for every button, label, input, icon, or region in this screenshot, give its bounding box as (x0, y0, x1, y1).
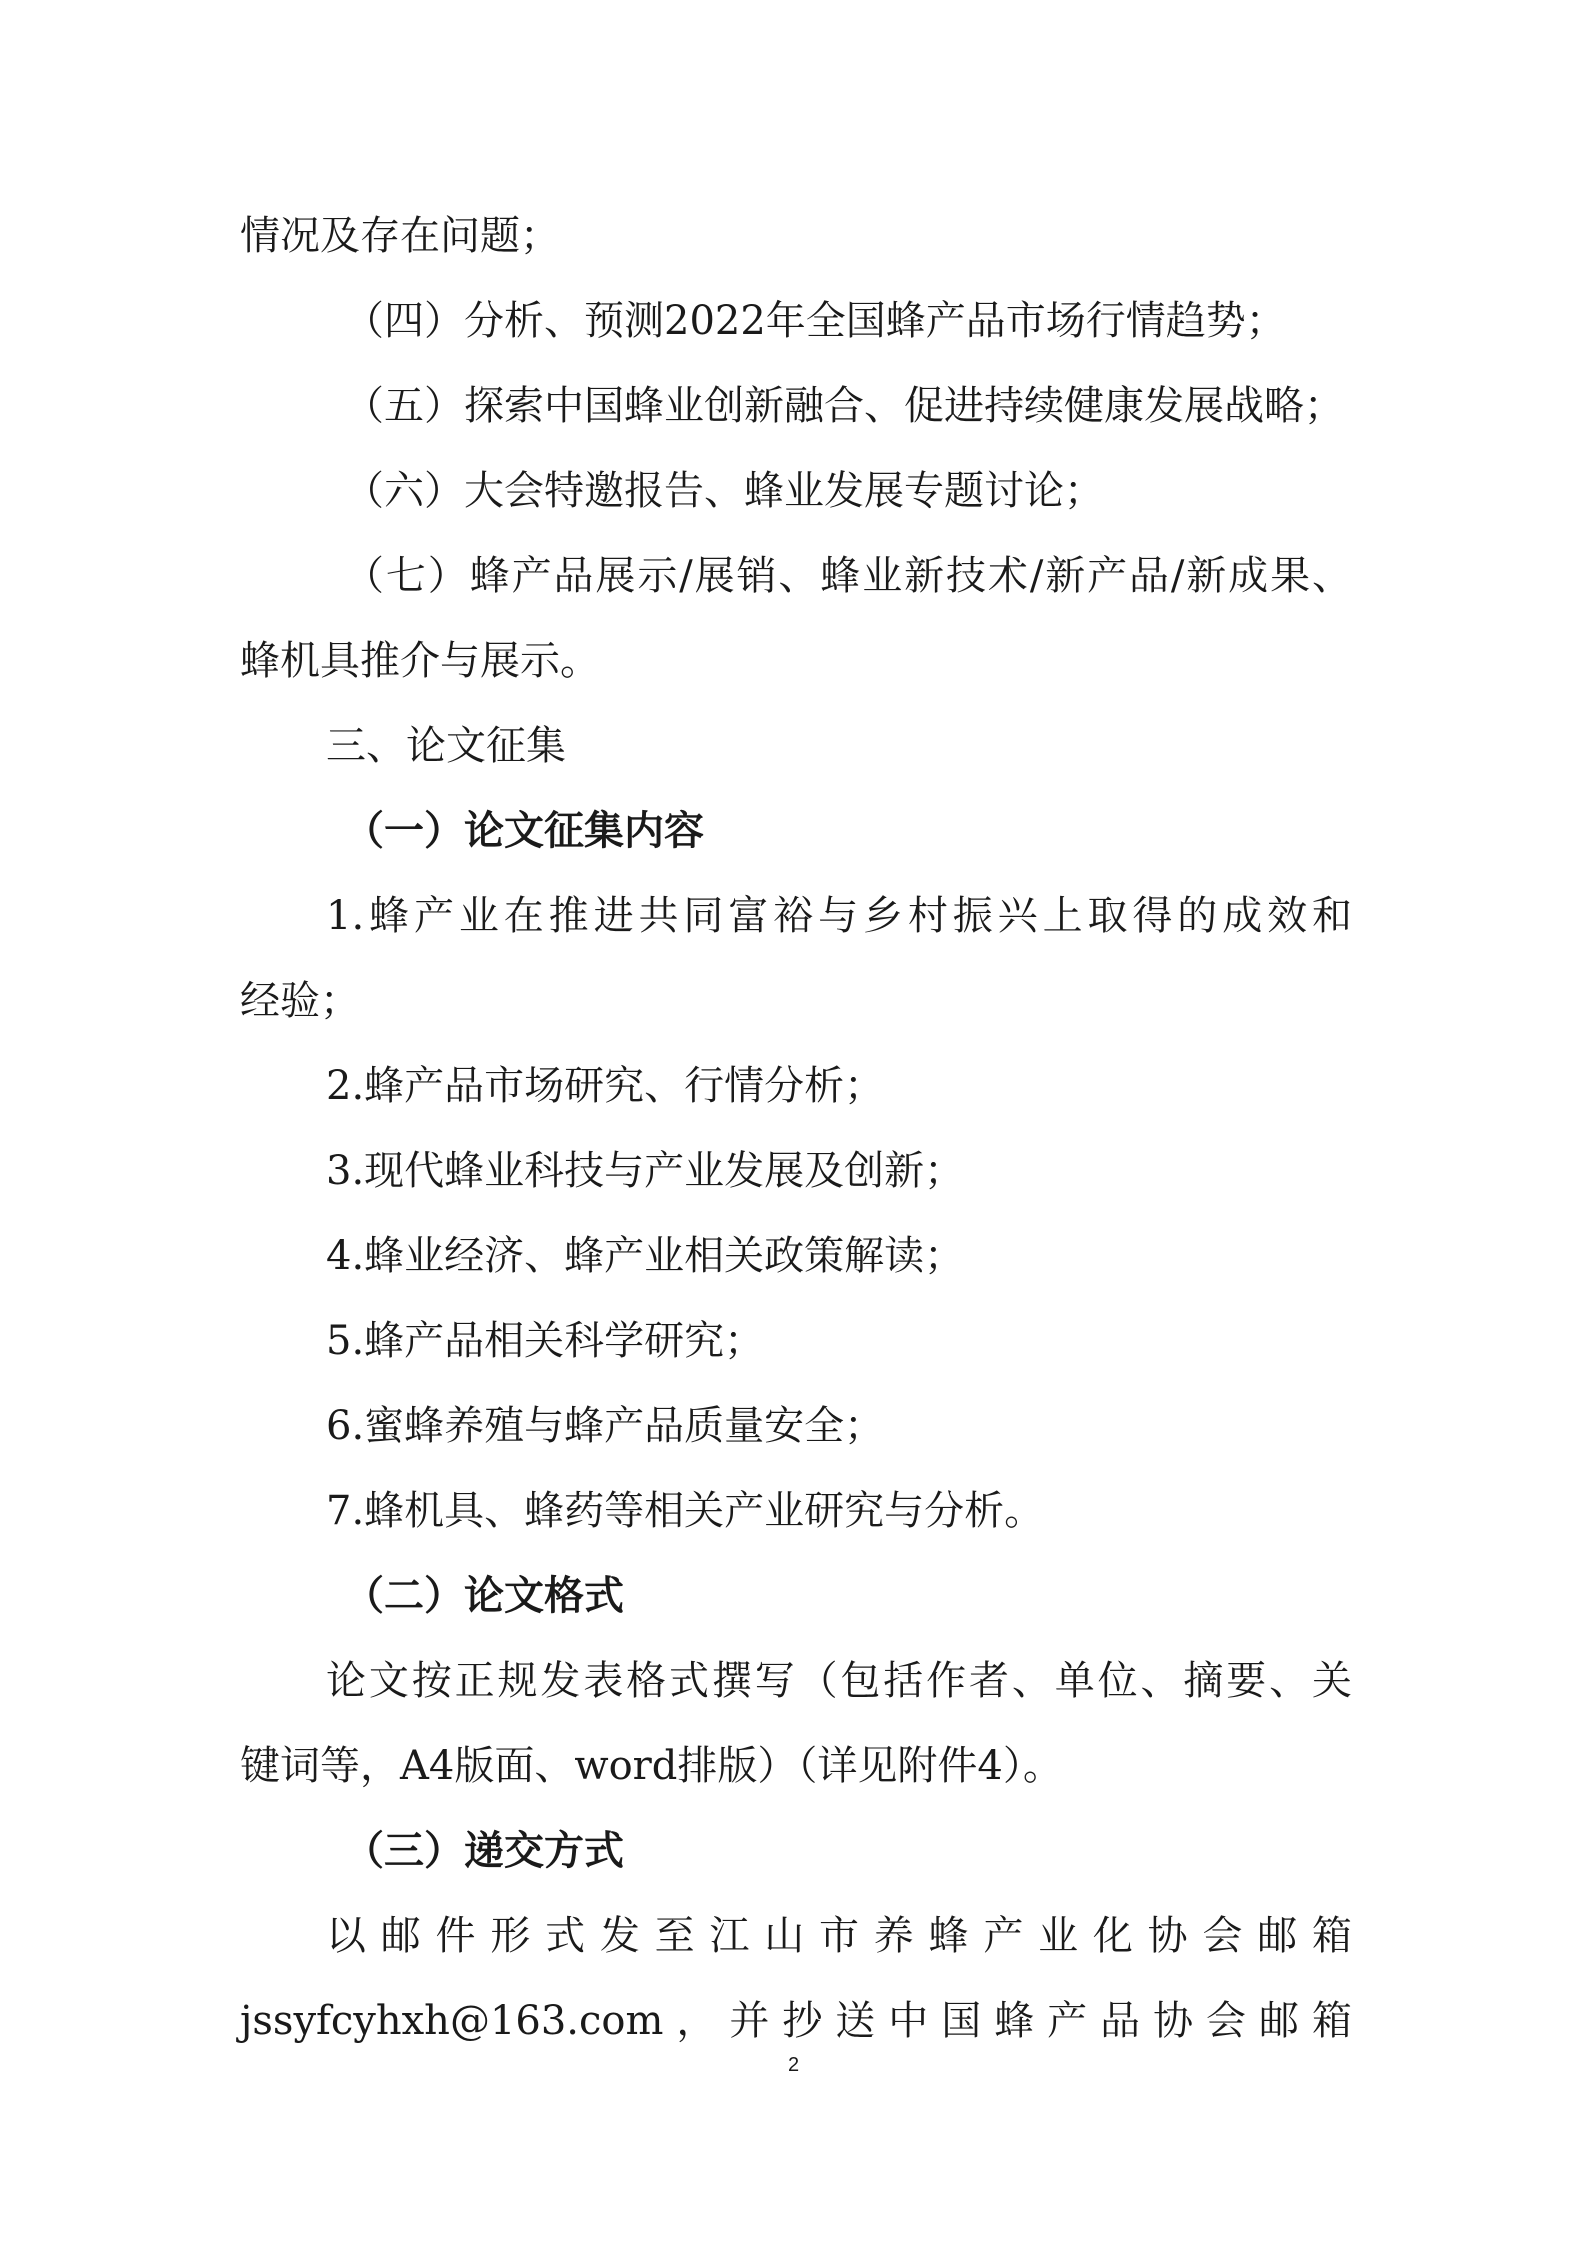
list-item: 5.蜂产品相关科学研究； (326, 1318, 765, 1364)
text-line: 蜂机具推介与展示。 (240, 638, 600, 684)
subsection-heading: （二）论文格式 (344, 1572, 624, 1619)
list-item: 2.蜂产品市场研究、行情分析； (326, 1063, 885, 1109)
list-item: （四）分析、预测2022年全国蜂产品市场行情趋势； (344, 298, 1286, 344)
text-line: 情况及存在问题； (240, 213, 560, 259)
subsection-heading: （一）论文征集内容 (344, 807, 704, 854)
list-item: 6.蜜蜂养殖与蜂产品质量安全； (326, 1403, 885, 1449)
paragraph-line: 论文按正规发表格式撰写（包括作者、单位、摘要、关 (326, 1658, 1352, 1704)
page-number: 2 (787, 2054, 800, 2076)
paragraph-line: 以邮件形式发至江山市养蜂产业化协会邮箱 (326, 1913, 1352, 1959)
list-item: 1.蜂产业在推进共同富裕与乡村振兴上取得的成效和 (326, 893, 1352, 939)
list-item: 7.蜂机具、蜂药等相关产业研究与分析。 (326, 1488, 1045, 1534)
list-item: （六）大会特邀报告、蜂业发展专题讨论； (344, 468, 1104, 514)
text-line: 经验； (240, 978, 360, 1024)
list-item: 4.蜂业经济、蜂产业相关政策解读； (326, 1233, 965, 1279)
list-item: （七）蜂产品展示/展销、蜂业新技术/新产品/新成果、 (344, 553, 1352, 599)
subsection-heading: （三）递交方式 (344, 1827, 624, 1874)
paragraph-line: 键词等，A4版面、word排版）（详见附件4）。 (240, 1743, 1063, 1789)
list-item: 3.现代蜂业科技与产业发展及创新； (326, 1148, 965, 1194)
section-heading: 三、论文征集 (326, 723, 566, 769)
list-item: （五）探索中国蜂业创新融合、促进持续健康发展战略； (344, 383, 1344, 429)
paragraph-line: jssyfcyhxh@163.com，并抄送中国蜂产品协会邮箱 (240, 1998, 1352, 2044)
